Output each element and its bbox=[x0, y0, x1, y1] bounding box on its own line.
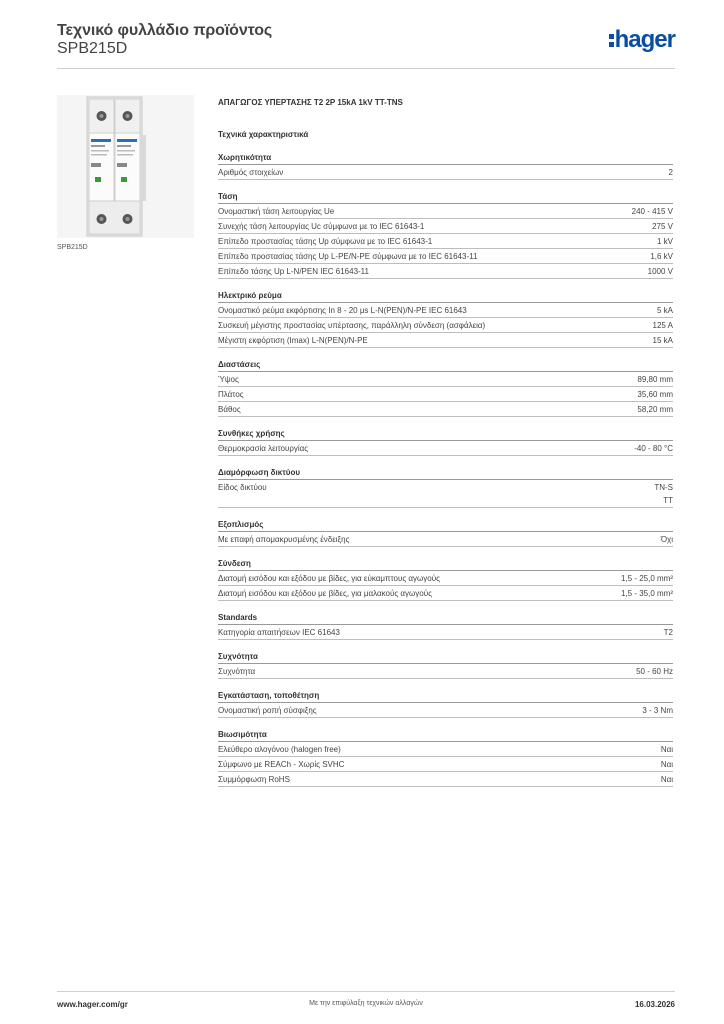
spec-value: Ναι bbox=[660, 775, 673, 784]
spec-row bbox=[218, 532, 673, 547]
spec-value: TN-S TT bbox=[654, 483, 673, 505]
section-title: Συχνότητα bbox=[218, 650, 673, 664]
spec-section bbox=[218, 358, 673, 417]
logo-text: hager bbox=[614, 26, 675, 53]
spec-value: 5 kA bbox=[656, 306, 673, 315]
spec-row bbox=[218, 204, 673, 219]
spec-row bbox=[218, 303, 673, 318]
footer-note: Με την επιφύλαξη τεχνικών αλλαγών bbox=[309, 1000, 423, 1007]
spec-section bbox=[218, 466, 673, 508]
spec-label: Διατομή εισόδου και εξόδου με βίδες, για μαλακούς αγωγούς bbox=[218, 589, 432, 598]
page-title: Τεχνικό φυλλάδιο προϊόντος bbox=[57, 22, 273, 39]
spec-row bbox=[218, 757, 673, 772]
spec-section bbox=[218, 151, 673, 180]
section-title: Συνθήκες χρήσης bbox=[218, 427, 673, 441]
tech-characteristics-heading: Τεχνικά χαρακτηριστικά bbox=[218, 130, 309, 139]
spec-content bbox=[218, 97, 673, 787]
spec-label: Διατομή εισόδου και εξόδου με βίδες, για εύκαμπτους αγωγούς bbox=[218, 574, 440, 583]
spec-label: Ονομαστική τάση λειτουργίας Ue bbox=[218, 207, 335, 216]
spec-value: Ναι bbox=[660, 760, 673, 769]
page-subtitle: SPB215D bbox=[57, 40, 128, 57]
spec-section bbox=[218, 557, 673, 601]
spec-label: Θερμοκρασία λειτουργίας bbox=[218, 444, 309, 453]
spec-row bbox=[218, 264, 673, 279]
section-title: Τάση bbox=[218, 190, 673, 204]
spec-value: Όχι bbox=[660, 535, 673, 544]
spec-value: 3 - 3 Nm bbox=[642, 706, 673, 715]
spec-row bbox=[218, 249, 673, 264]
spec-label: Συσκευή μέγιστης προστασίας υπέρτασης, παράλληλη σύνδεση (ασφάλεια) bbox=[218, 321, 486, 330]
spec-section bbox=[218, 190, 673, 279]
spec-label: Ελεύθερο αλογόνου (halogen free) bbox=[218, 745, 341, 754]
spec-value: 15 kA bbox=[652, 336, 673, 345]
spec-value: Ναι bbox=[660, 745, 673, 754]
spec-label: Σύμφωνο με REACh - Χωρίς SVHC bbox=[218, 760, 345, 769]
spec-sections bbox=[218, 151, 673, 787]
spec-label: Με επαφή απομακρυσμένης ένδειξης bbox=[218, 535, 350, 544]
section-title: Ηλεκτρικό ρεύμα bbox=[218, 289, 673, 303]
section-title: Standards bbox=[218, 611, 673, 625]
spec-row bbox=[218, 664, 673, 679]
spec-section bbox=[218, 650, 673, 679]
spec-label: Επίπεδο προστασίας τάσης Up σύμφωνα με το IEC 61643-1 bbox=[218, 237, 433, 246]
spec-label: Μέγιστη εκφόρτιση (Imax) L-N(PEN)/N-PE bbox=[218, 336, 368, 345]
spec-row bbox=[218, 318, 673, 333]
spec-label: Ύψος bbox=[218, 375, 239, 384]
spec-value: 50 - 60 Hz bbox=[636, 667, 673, 676]
page-footer bbox=[57, 991, 675, 1013]
spec-label: Συνεχής τάση λειτουργίας Uc σύμφωνα με το IEC 61643-1 bbox=[218, 222, 425, 231]
spec-row bbox=[218, 586, 673, 601]
spec-value: 2 bbox=[668, 168, 673, 177]
spec-label: Ονομαστική ροπή σύσφιξης bbox=[218, 706, 317, 715]
section-title: Χωρητικότητα bbox=[218, 151, 673, 165]
spec-row bbox=[218, 441, 673, 456]
section-title: Εγκατάσταση, τοποθέτηση bbox=[218, 689, 673, 703]
spec-value: 1 kV bbox=[656, 237, 673, 246]
spec-row bbox=[218, 333, 673, 348]
spec-label: Βάθος bbox=[218, 405, 241, 414]
spec-row bbox=[218, 372, 673, 387]
spec-row bbox=[218, 625, 673, 640]
product-image-caption: SPB215D bbox=[57, 244, 88, 251]
spec-section bbox=[218, 518, 673, 547]
spec-value: 1,5 - 35,0 mm² bbox=[620, 589, 673, 598]
spec-value: 240 - 415 V bbox=[631, 207, 673, 216]
spec-value: 35,60 mm bbox=[637, 390, 673, 399]
spec-value: 275 V bbox=[652, 222, 673, 231]
spec-row bbox=[218, 165, 673, 180]
spec-row bbox=[218, 772, 673, 787]
spec-row bbox=[218, 703, 673, 718]
spec-row bbox=[218, 402, 673, 417]
spec-row bbox=[218, 480, 673, 508]
hager-logo bbox=[609, 26, 675, 54]
spec-row bbox=[218, 742, 673, 757]
spec-section bbox=[218, 289, 673, 348]
product-image bbox=[57, 95, 194, 238]
spec-label: Ονομαστικό ρεύμα εκφόρτισης In 8 - 20 μs L-N(PEN)/N-PE IEC 61643 bbox=[218, 306, 467, 315]
section-title: Εξοπλισμός bbox=[218, 518, 673, 532]
spec-section bbox=[218, 728, 673, 787]
spec-value: 58,20 mm bbox=[637, 405, 673, 414]
spec-row bbox=[218, 234, 673, 249]
spec-label: Συμμόρφωση RoHS bbox=[218, 775, 290, 784]
spec-value: 89,80 mm bbox=[637, 375, 673, 384]
section-title: Βιωσιμότητα bbox=[218, 728, 673, 742]
spec-row bbox=[218, 571, 673, 586]
spec-value: 1,6 kV bbox=[650, 252, 673, 261]
footer-url[interactable]: www.hager.com/gr bbox=[57, 1000, 128, 1009]
spec-value: -40 - 80 °C bbox=[634, 444, 673, 453]
spec-label: Πλάτος bbox=[218, 390, 244, 399]
spec-value: 1000 V bbox=[647, 267, 673, 276]
spec-label: Επίπεδο προστασίας τάσης Up L-PE/N-PE σύμφωνα με το IEC 61643-11 bbox=[218, 252, 478, 261]
spec-value: 1,5 - 25,0 mm² bbox=[620, 574, 673, 583]
section-title: Διαμόρφωση δικτύου bbox=[218, 466, 673, 480]
spec-section bbox=[218, 689, 673, 718]
surge-arrester-icon bbox=[57, 95, 194, 238]
spec-row bbox=[218, 219, 673, 234]
footer-date: 16.03.2026 bbox=[634, 1000, 675, 1009]
spec-label: Είδος δικτύου bbox=[218, 483, 267, 492]
spec-label: Επίπεδο τάσης Up L-N/PEN IEC 61643-11 bbox=[218, 267, 369, 276]
product-title: ΑΠΑΓΩΓΟΣ ΥΠΕΡΤΑΣΗΣ T2 2P 15kA 1kV TT-TNS bbox=[218, 98, 403, 107]
section-title: Σύνδεση bbox=[218, 557, 673, 571]
spec-label: Κατηγορία απαιτήσεων IEC 61643 bbox=[218, 628, 340, 637]
spec-value: T2 bbox=[663, 628, 673, 637]
spec-row bbox=[218, 387, 673, 402]
spec-label: Αριθμός στοιχείων bbox=[218, 168, 284, 177]
logo-dots-icon bbox=[609, 32, 614, 48]
spec-value: 125 A bbox=[652, 321, 673, 330]
spec-section bbox=[218, 611, 673, 640]
section-title: Διαστάσεις bbox=[218, 358, 673, 372]
spec-section bbox=[218, 427, 673, 456]
page-header bbox=[57, 20, 675, 69]
spec-label: Συχνότητα bbox=[218, 667, 256, 676]
